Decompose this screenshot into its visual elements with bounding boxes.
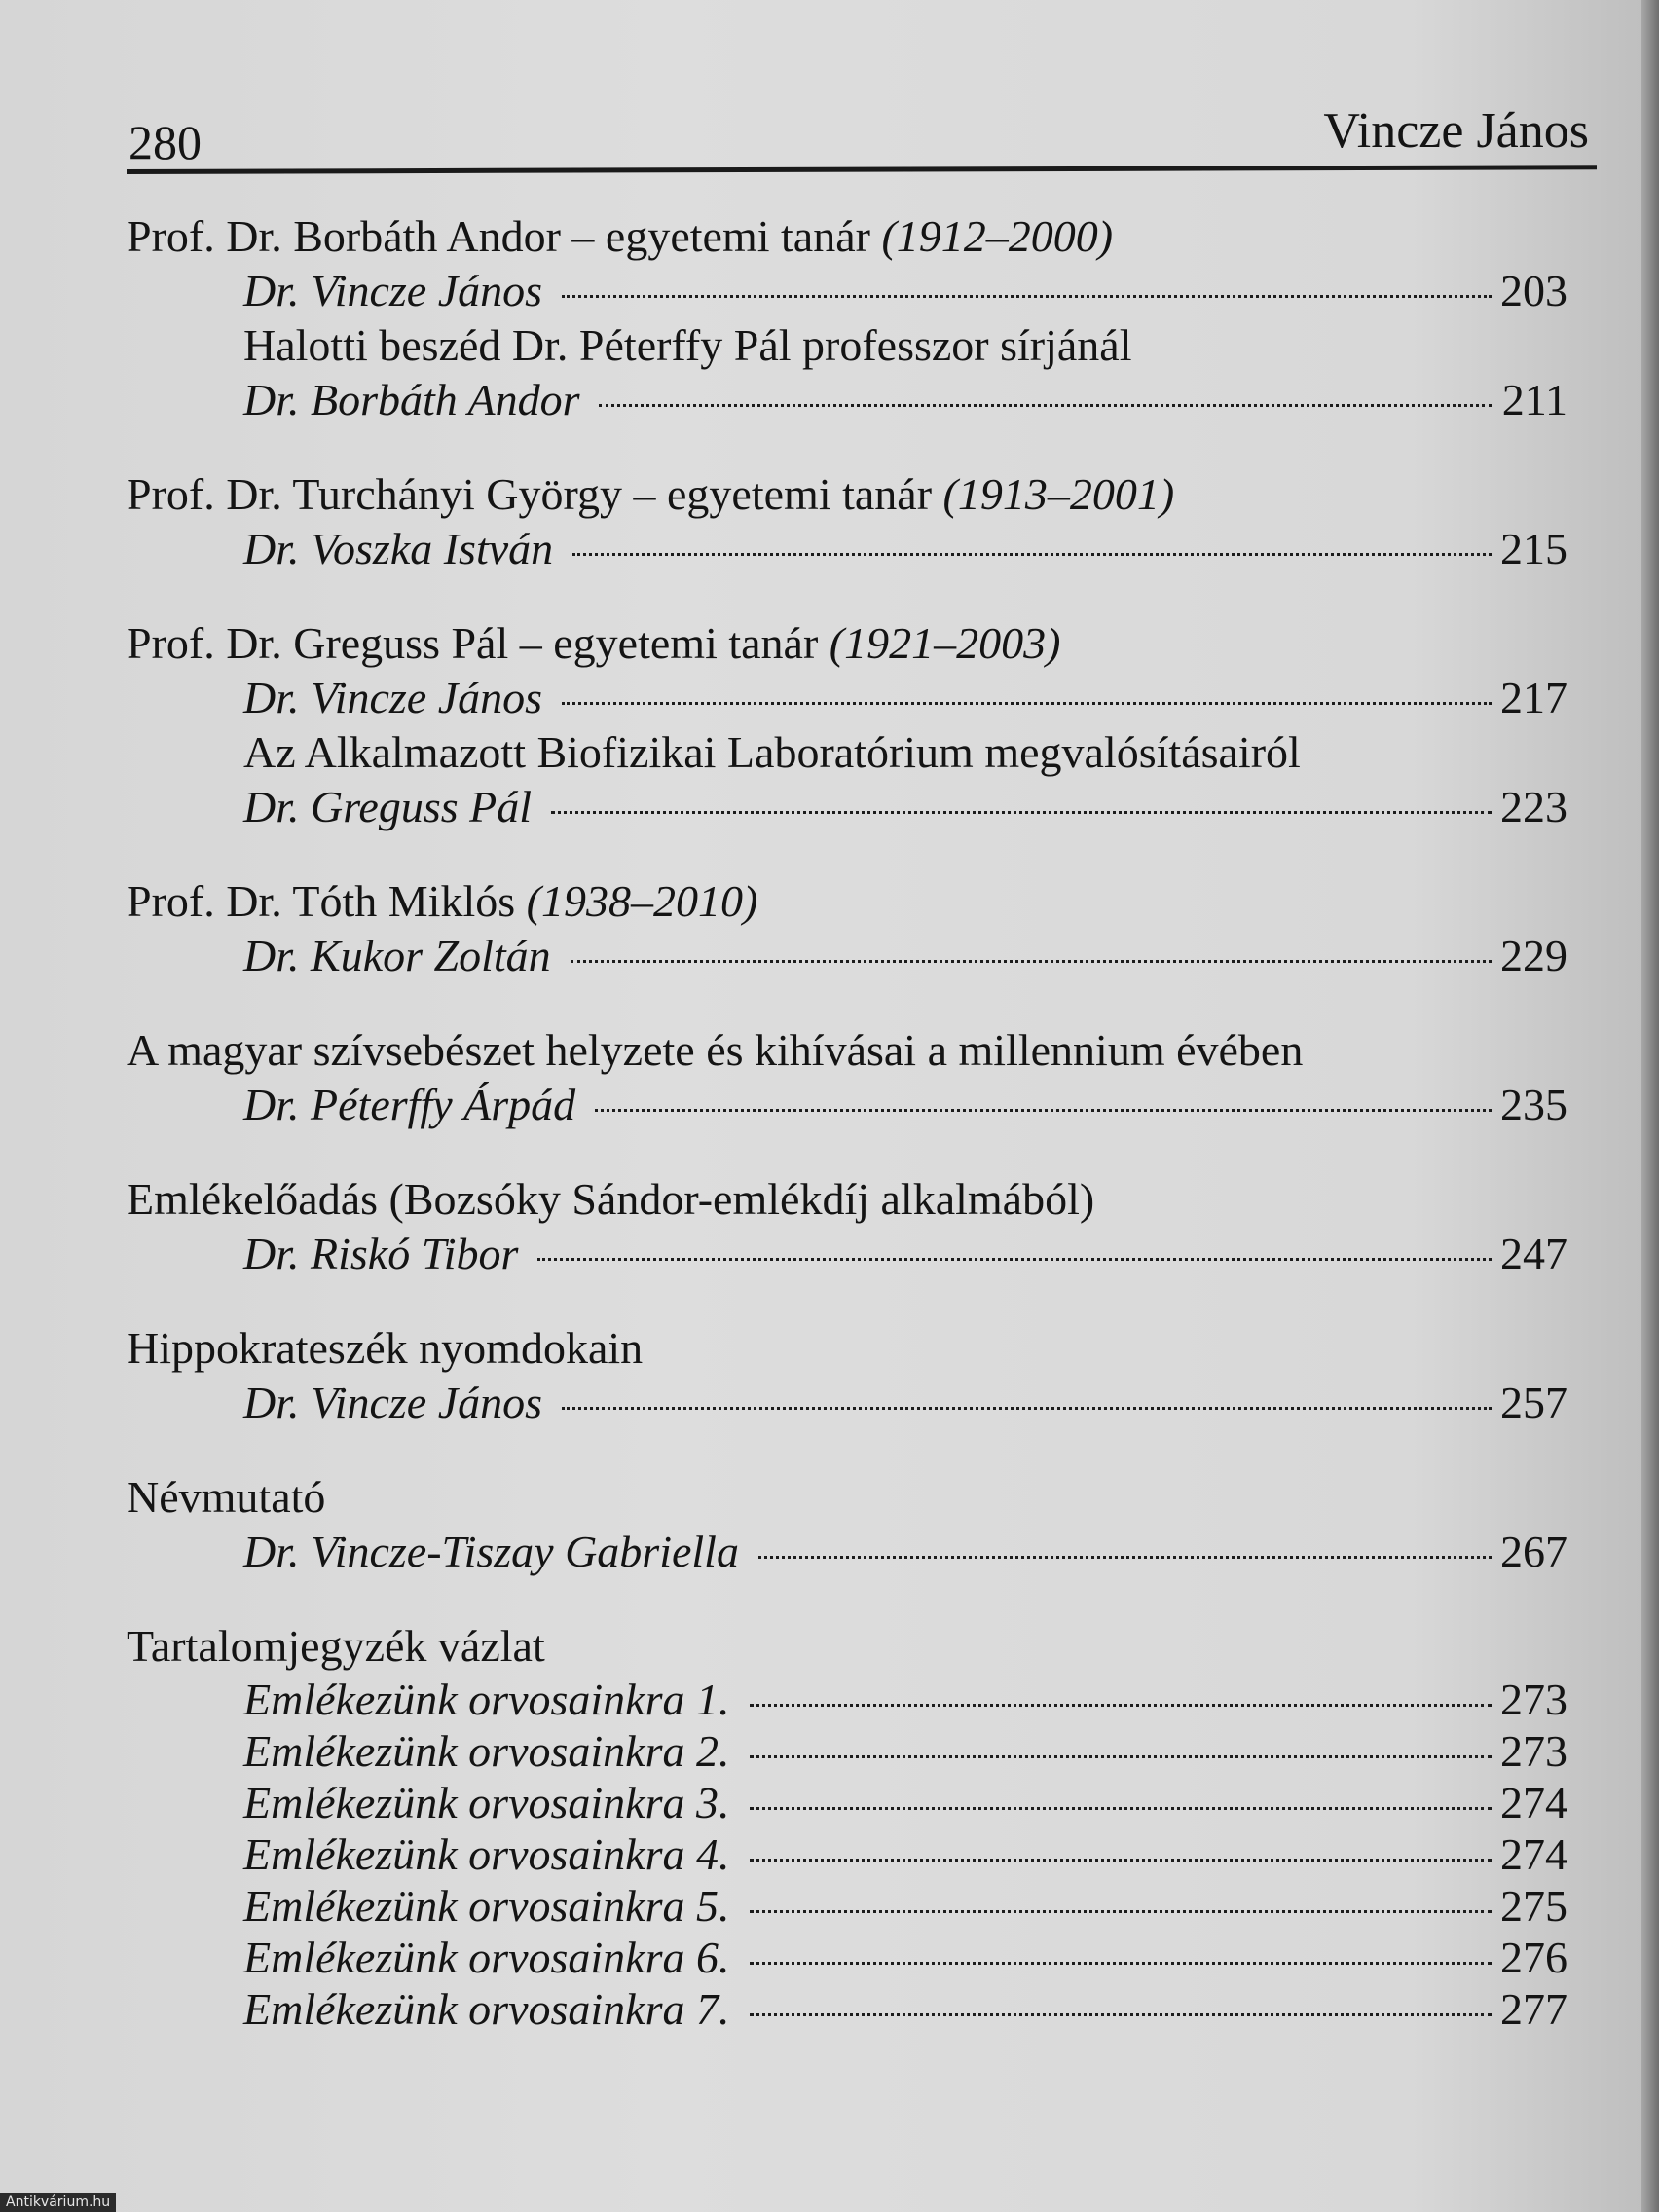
entry-title-text: Hippokrateszék nyomdokain: [127, 1323, 644, 1373]
dot-leader: [562, 702, 1492, 705]
outline-page: 273: [1500, 1675, 1567, 1724]
toc-line[interactable]: [127, 929, 1567, 983]
toc-entry: [127, 1172, 1567, 1281]
entry-title: [127, 467, 1567, 522]
entry-page: 229: [1500, 931, 1567, 980]
dot-leader: [572, 553, 1492, 556]
outline-page: 276: [1500, 1933, 1567, 1982]
entry-page: 247: [1500, 1229, 1567, 1278]
dot-leader: [599, 404, 1492, 407]
outline-line[interactable]: [127, 1777, 1567, 1828]
entry-page: 235: [1500, 1080, 1567, 1129]
dot-leader: [537, 1258, 1492, 1261]
outline-page: 274: [1500, 1829, 1567, 1879]
dot-leader: [750, 1755, 1493, 1758]
entry-title: [127, 874, 1567, 929]
entry-page: 223: [1500, 782, 1567, 831]
entry-author: Dr. Vincze János: [243, 266, 543, 315]
entry-subtitle: Az Alkalmazott Biofizikai Laboratórium megvalósításairól: [243, 727, 1301, 777]
outline-line[interactable]: [127, 1932, 1567, 1983]
entry-title: [127, 1172, 1567, 1227]
entry-years: (1912–2000): [881, 211, 1114, 261]
dot-leader: [551, 811, 1492, 814]
toc-line[interactable]: [127, 1227, 1567, 1281]
dot-leader: [750, 1962, 1493, 1965]
entry-author: Dr. Vincze-Tiszay Gabriella: [243, 1527, 739, 1576]
entry-author: Dr. Kukor Zoltán: [243, 931, 551, 980]
outline-page: 274: [1500, 1778, 1567, 1827]
page-number: 280: [129, 115, 202, 169]
outline-page: 277: [1500, 1984, 1567, 2034]
toc-line[interactable]: [127, 522, 1567, 576]
dot-leader: [750, 1807, 1493, 1810]
toc-entry: [127, 1023, 1567, 1132]
dot-leader: [595, 1109, 1492, 1112]
toc-entry: [127, 209, 1567, 427]
entry-page: 257: [1500, 1378, 1567, 1427]
entry-years: (1921–2003): [829, 618, 1061, 668]
toc-line[interactable]: [127, 671, 1567, 725]
entry-page: 217: [1500, 673, 1567, 722]
toc-outline: [127, 1619, 1567, 2035]
entry-title: [127, 1023, 1567, 1078]
dot-leader: [562, 1407, 1492, 1410]
outline-line[interactable]: [127, 1983, 1567, 2035]
page-spine-shadow: [1641, 0, 1659, 2212]
entry-author: Dr. Vincze János: [243, 1378, 543, 1427]
toc-entry: [127, 1321, 1567, 1430]
entry-title: [127, 1470, 1567, 1525]
outline-line[interactable]: [127, 1880, 1567, 1932]
outline-page: 275: [1500, 1881, 1567, 1931]
entry-title-text: Prof. Dr. Greguss Pál – egyetemi tanár: [127, 618, 830, 668]
outline-label: Emlékezünk orvosainkra 6.: [243, 1933, 730, 1982]
toc-line[interactable]: [127, 1078, 1567, 1132]
toc-line[interactable]: [127, 1525, 1567, 1579]
toc-entry: [127, 467, 1567, 576]
entry-author: Dr. Riskó Tibor: [243, 1229, 519, 1278]
toc-line[interactable]: [127, 780, 1567, 834]
entry-author: Dr. Greguss Pál: [243, 782, 533, 831]
toc-line[interactable]: [127, 373, 1567, 427]
outline-label: Emlékezünk orvosainkra 3.: [243, 1778, 730, 1827]
entry-author: Dr. Voszka István: [243, 524, 554, 573]
entry-years: (1913–2001): [942, 469, 1175, 519]
toc-line[interactable]: [127, 1376, 1567, 1430]
dot-leader: [750, 1704, 1493, 1707]
outline-title: Tartalomjegyzék vázlat: [127, 1621, 545, 1671]
outline-label: Emlékezünk orvosainkra 7.: [243, 1984, 730, 2034]
outline-page: 273: [1500, 1726, 1567, 1776]
entry-title-text: A magyar szívsebészet helyzete és kihívásai a millennium évében: [127, 1025, 1304, 1075]
entry-page: 211: [1501, 375, 1567, 424]
toc-entry: [127, 616, 1567, 834]
entry-page: 203: [1500, 266, 1567, 315]
entry-title-text: Emlékelőadás (Bozsóky Sándor-emlékdíj alkalmából): [127, 1174, 1095, 1224]
outline-label: Emlékezünk orvosainkra 2.: [243, 1726, 730, 1776]
entry-title-text: Prof. Dr. Tóth Miklós: [127, 876, 527, 926]
toc-line[interactable]: [127, 264, 1567, 318]
dot-leader: [562, 295, 1492, 298]
dot-leader: [750, 1859, 1493, 1862]
dot-leader: [750, 1910, 1493, 1913]
dot-leader: [758, 1556, 1492, 1559]
entry-title-text: Prof. Dr. Borbáth Andor – egyetemi tanár: [127, 211, 882, 261]
entry-title: [127, 1321, 1567, 1376]
entry-title-text: Névmutató: [127, 1472, 326, 1522]
entry-subtitle: Halotti beszéd Dr. Péterffy Pál professzor sírjánál: [243, 320, 1132, 370]
entry-page: 215: [1500, 524, 1567, 573]
entry-title-text: Prof. Dr. Turchányi György – egyetemi tanár: [127, 469, 943, 519]
entry-author: Dr. Vincze János: [243, 673, 543, 722]
entry-page: 267: [1500, 1527, 1567, 1576]
outline-label: Emlékezünk orvosainkra 4.: [243, 1829, 730, 1879]
entry-title: [127, 616, 1567, 671]
entry-title: [127, 209, 1567, 264]
outline-label: Emlékezünk orvosainkra 5.: [243, 1881, 730, 1931]
outline-line[interactable]: [127, 1828, 1567, 1880]
table-of-contents: [127, 209, 1567, 2075]
dot-leader: [571, 960, 1492, 963]
entry-years: (1938–2010): [526, 876, 758, 926]
entry-author: Dr. Péterffy Árpád: [243, 1080, 576, 1129]
outline-line[interactable]: [127, 1674, 1567, 1725]
watermark-text: Antikvárium.hu: [0, 2193, 116, 2212]
dot-leader: [750, 2013, 1493, 2016]
outline-line[interactable]: [127, 1725, 1567, 1777]
entry-author: Dr. Borbáth Andor: [243, 375, 580, 424]
outline-label: Emlékezünk orvosainkra 1.: [243, 1675, 730, 1724]
toc-entry: [127, 1470, 1567, 1579]
running-head: Vincze János: [1323, 103, 1589, 159]
toc-entry: [127, 874, 1567, 983]
